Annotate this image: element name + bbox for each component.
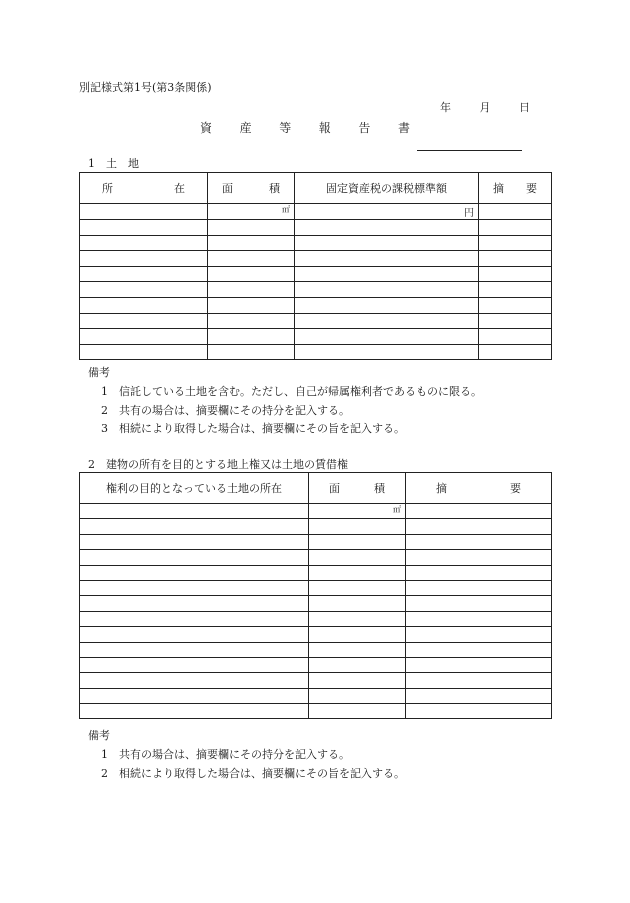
signature-line[interactable] — [417, 150, 522, 151]
note-item: 3 相続により取得した場合は、摘要欄にその旨を記入する。 — [101, 422, 405, 435]
table-cell[interactable] — [406, 673, 552, 688]
tax-unit[interactable]: 円 — [295, 204, 479, 220]
table-cell[interactable] — [479, 297, 552, 313]
table-cell[interactable] — [80, 627, 309, 642]
table-row — [80, 565, 552, 580]
table-cell[interactable] — [295, 220, 479, 236]
table-cell[interactable] — [406, 534, 552, 549]
table-cell[interactable] — [208, 251, 295, 267]
col-tax-value: 固定資産税の課税標準額 — [295, 173, 479, 204]
table-cell[interactable] — [80, 313, 208, 329]
notes-label: 備考 — [88, 729, 110, 742]
table-cell[interactable] — [80, 344, 208, 360]
land-table-body — [80, 204, 552, 360]
table-cell[interactable] — [295, 282, 479, 298]
table-row — [80, 329, 552, 345]
table-cell[interactable] — [309, 550, 406, 565]
table-cell[interactable] — [406, 611, 552, 626]
table-cell[interactable] — [80, 220, 208, 236]
table-cell[interactable] — [80, 611, 309, 626]
table-cell[interactable] — [479, 220, 552, 236]
table-cell[interactable] — [309, 642, 406, 657]
table-row — [80, 673, 552, 688]
note-item: 1 共有の場合は、摘要欄にその持分を記入する。 — [101, 748, 350, 761]
table-cell[interactable] — [80, 329, 208, 345]
table-row — [80, 204, 552, 220]
table-cell[interactable] — [80, 565, 309, 580]
table-cell[interactable] — [295, 329, 479, 345]
table-cell[interactable] — [208, 235, 295, 251]
date-line — [440, 99, 530, 115]
table-cell[interactable] — [479, 329, 552, 345]
table-cell[interactable] — [479, 251, 552, 267]
table-cell[interactable] — [295, 251, 479, 267]
area-unit[interactable]: ㎡ — [309, 504, 406, 519]
table-cell[interactable] — [208, 297, 295, 313]
date-month-label: 月 — [479, 101, 491, 114]
table-row — [80, 266, 552, 282]
table-cell[interactable] — [406, 550, 552, 565]
form-number: 別記様式第1号(第3条関係) — [79, 81, 212, 94]
table-cell[interactable] — [309, 688, 406, 703]
table-cell[interactable] — [208, 220, 295, 236]
table-cell[interactable] — [80, 504, 309, 519]
table-cell[interactable] — [479, 204, 552, 220]
notes-label: 備考 — [88, 366, 110, 379]
table-cell[interactable] — [80, 550, 309, 565]
table-cell[interactable] — [479, 282, 552, 298]
table-cell[interactable] — [295, 297, 479, 313]
title-char: 等 — [279, 121, 292, 135]
col-location: 権利の目的となっている土地の所在 — [80, 473, 309, 504]
area-unit[interactable]: ㎡ — [208, 204, 295, 220]
title-char: 報 — [318, 121, 331, 135]
table-row — [80, 704, 552, 719]
col-location: 所 在 — [80, 173, 208, 204]
table-cell[interactable] — [309, 611, 406, 626]
table-cell[interactable] — [309, 657, 406, 672]
table-cell[interactable] — [80, 580, 309, 595]
table-cell[interactable] — [479, 313, 552, 329]
col-area: 面 積 — [309, 473, 406, 504]
table-row — [80, 504, 552, 519]
table-cell[interactable] — [80, 642, 309, 657]
table-row — [80, 282, 552, 298]
table-cell[interactable] — [406, 657, 552, 672]
title-char: 告 — [358, 121, 371, 135]
table-row — [80, 297, 552, 313]
table-cell[interactable] — [406, 704, 552, 719]
table-row — [80, 344, 552, 360]
table-row — [80, 657, 552, 672]
table-cell[interactable] — [309, 519, 406, 534]
table-cell[interactable] — [80, 704, 309, 719]
table-cell[interactable] — [309, 565, 406, 580]
table-cell[interactable] — [406, 627, 552, 642]
table-cell[interactable] — [406, 642, 552, 657]
table-cell[interactable] — [208, 282, 295, 298]
table-row — [80, 611, 552, 626]
table-cell[interactable] — [80, 596, 309, 611]
table-cell[interactable] — [309, 596, 406, 611]
table-cell[interactable] — [80, 673, 309, 688]
table-cell[interactable] — [80, 688, 309, 703]
note-item: 2 共有の場合は、摘要欄にその持分を記入する。 — [101, 404, 350, 417]
table-cell[interactable] — [80, 235, 208, 251]
table-row — [80, 596, 552, 611]
table-cell[interactable] — [208, 313, 295, 329]
col-remarks: 摘 要 — [479, 173, 552, 204]
table-cell[interactable] — [406, 565, 552, 580]
table-cell[interactable] — [406, 596, 552, 611]
table-cell[interactable] — [80, 297, 208, 313]
lease-table-body — [80, 504, 552, 719]
table-row — [80, 550, 552, 565]
table-cell[interactable] — [80, 282, 208, 298]
table-cell[interactable] — [309, 580, 406, 595]
table-row — [80, 313, 552, 329]
table-cell[interactable] — [406, 519, 552, 534]
table-row — [80, 627, 552, 642]
table-cell[interactable] — [479, 266, 552, 282]
table-row — [80, 235, 552, 251]
table-cell[interactable] — [208, 329, 295, 345]
table-cell[interactable] — [208, 266, 295, 282]
date-day-label: 日 — [519, 101, 530, 114]
table-cell[interactable] — [406, 504, 552, 519]
table-cell[interactable] — [208, 344, 295, 360]
table-cell[interactable] — [80, 657, 309, 672]
table-cell[interactable] — [295, 235, 479, 251]
date-year-label: 年 — [440, 101, 451, 114]
table-cell[interactable] — [80, 534, 309, 549]
note-item: 2 相続により取得した場合は、摘要欄にその旨を記入する。 — [101, 767, 405, 780]
table-cell[interactable] — [295, 313, 479, 329]
col-remarks: 摘 要 — [406, 473, 552, 504]
table-row — [80, 580, 552, 595]
table-row — [80, 519, 552, 534]
table-row — [80, 534, 552, 549]
table-row — [80, 251, 552, 267]
table-cell[interactable] — [80, 204, 208, 220]
section2-heading: 2 建物の所有を目的とする地上権又は土地の賃借権 — [88, 458, 348, 471]
section1-heading: 1 土 地 — [88, 157, 139, 170]
note-item: 1 信託している土地を含む。ただし、自己が帰属権利者であるものに限る。 — [101, 385, 482, 398]
table-cell[interactable] — [80, 266, 208, 282]
table-cell[interactable] — [479, 344, 552, 360]
col-area: 面 積 — [208, 173, 295, 204]
land-table — [79, 172, 552, 360]
page-title — [200, 119, 410, 136]
title-char: 資 — [200, 121, 213, 135]
table-cell[interactable] — [406, 580, 552, 595]
table-cell[interactable] — [309, 673, 406, 688]
table-row — [80, 220, 552, 236]
table-cell[interactable] — [309, 704, 406, 719]
title-char: 産 — [239, 121, 252, 135]
title-char: 書 — [397, 121, 410, 135]
table-cell[interactable] — [309, 534, 406, 549]
table-row — [80, 688, 552, 703]
table-cell[interactable] — [406, 688, 552, 703]
table-cell[interactable] — [309, 627, 406, 642]
table-cell[interactable] — [295, 266, 479, 282]
table-row — [80, 642, 552, 657]
table-cell[interactable] — [295, 344, 479, 360]
table-cell[interactable] — [479, 235, 552, 251]
table-cell[interactable] — [80, 519, 309, 534]
table-cell[interactable] — [80, 251, 208, 267]
lease-rights-table — [79, 472, 552, 719]
